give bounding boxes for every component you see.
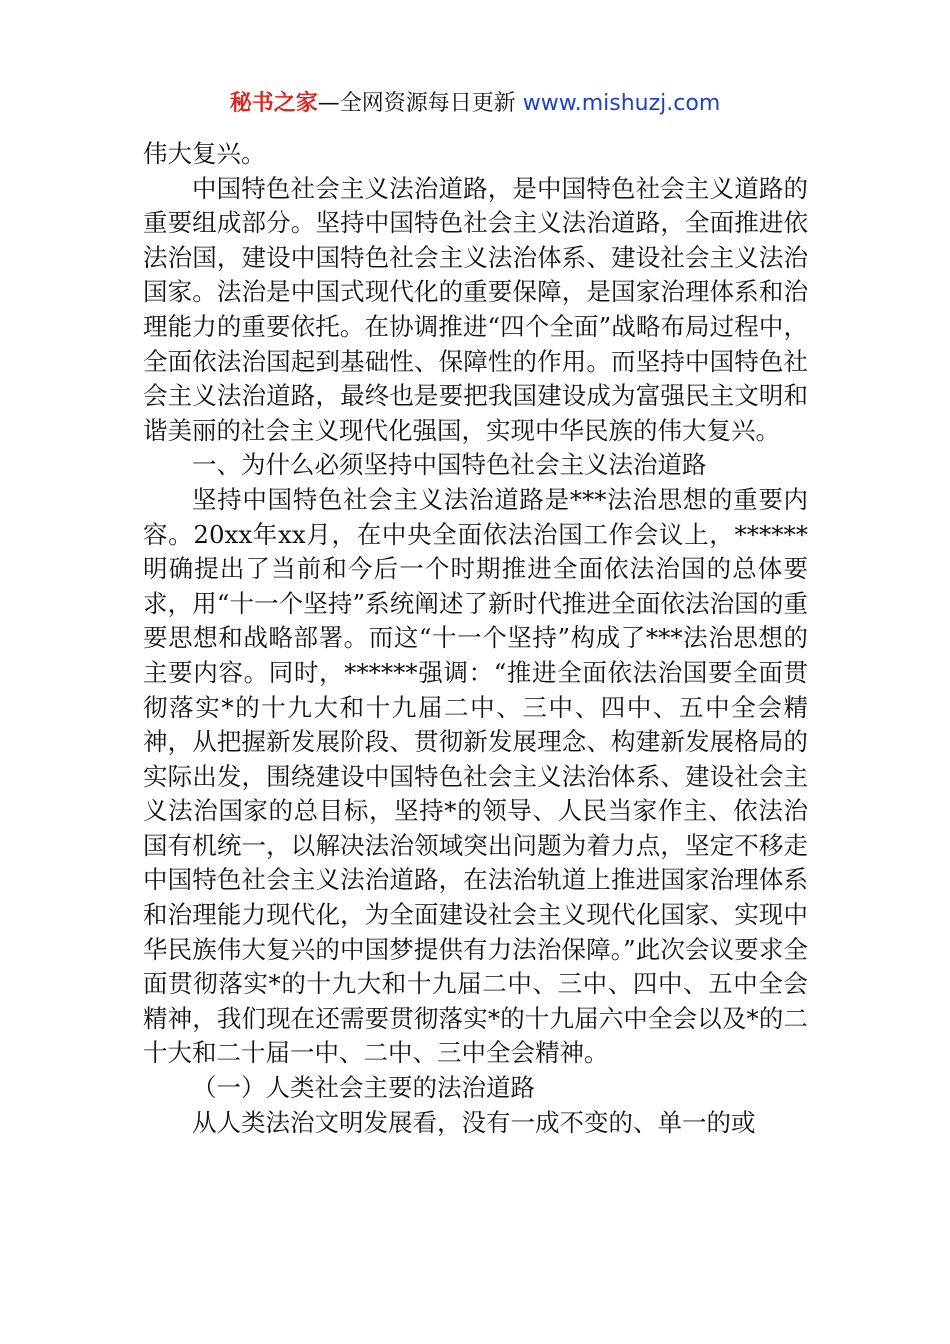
paragraph-intro: 中国特色社会主义法治道路，是中国特色社会主义道路的重要组成部分。坚持中国特色社会主义法治道路，全面推进依法治国，建设中国特色社会主义法治体系、建设社会主义法治国家。法治是中国式现代化的重要保障，是国家治理体系和治理能力的重要依托。在协调推进“四个全面”战略布局过程中，全面依法治国起到基础性、保障性的作用。而坚持中国特色社会主义法治道路，最终也是要把我国建设成为富强民主文明和谐美丽的社会主义现代化强国，实现中华民族的伟大复兴。: [143, 173, 808, 445]
paragraph-main: 坚持中国特色社会主义法治道路是***法治思想的重要内容。20xx年xx月，在中央全面依法治国工作会议上，******明确提出了当前和今后一个时期推进全面依法治国的总体要求，用“十一个坚持”系统阐述了新时代推进全面依法治国的重要思想和战略部署。而这“十一个坚持”构成了***法治思想的主要内容。同时，******强调：“推进全面依法治国要全面贯彻落实*的十九大和十九届二中、三中、四中、五中全会精神，从把握新发展阶段、贯彻新发展理念、构建新发展格局的实际出发，围绕建设中国特色社会主义法治体系、建设社会主义法治国家的总目标，坚持*的领导、人民当家作主、依法治国有机统一，以解决法治领域突出问题为着力点，坚定不移走中国特色社会主义法治道路，在法治轨道上推进国家治理体系和治理能力现代化，为全面建设社会主义现代化国家、实现中华民族伟大复兴的中国梦提供有力法治保障。”此次会议要求全面贯彻落实*的十九大和十九届二中、三中、四中、五中全会精神，我们现在还需要贯彻落实*的十九届六中全会以及*的二十大和二十届一中、二中、三中全会精神。: [143, 484, 808, 1068]
document-body: [143, 137, 808, 1140]
paragraph-next: 从人类法治文明发展看，没有一成不变的、单一的或: [192, 1107, 756, 1137]
paragraph-continuation: 伟大复兴。: [143, 139, 266, 168]
header-brand: 秘书之家: [229, 91, 318, 116]
header-url[interactable]: www.mishuzj.com: [522, 91, 721, 116]
header-tagline: —全网资源每日更新: [317, 91, 516, 116]
page-header: [0, 88, 950, 120]
subsection-heading: （一）人类社会主要的法治道路: [192, 1073, 535, 1103]
section-heading: 一、为什么必须坚持中国特色社会主义法治道路: [192, 450, 707, 480]
